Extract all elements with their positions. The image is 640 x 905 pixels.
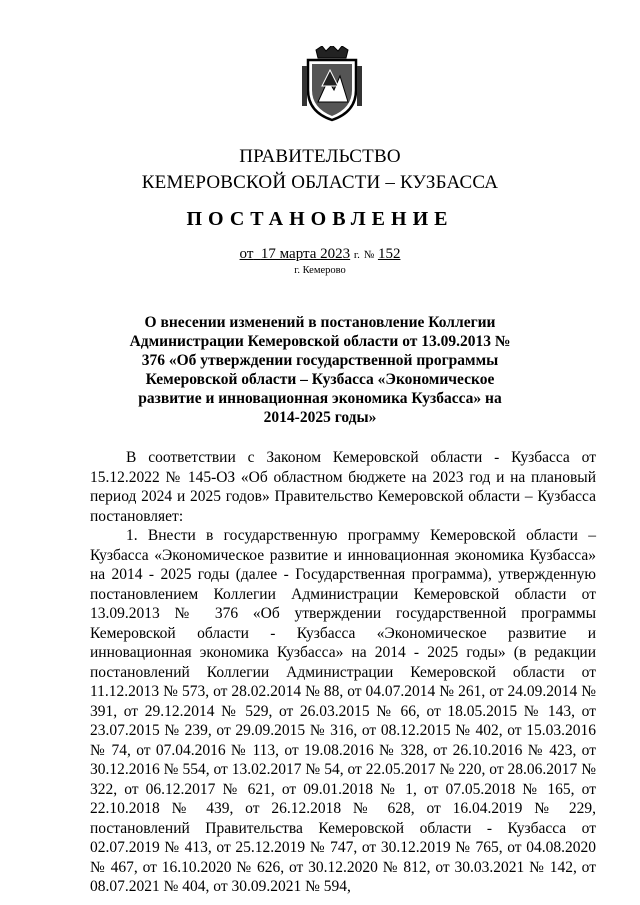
government-name-line2: КЕМЕРОВСКОЙ ОБЛАСТИ – КУЗБАССА [141, 172, 499, 193]
document-city: г. Кемерово [294, 265, 346, 276]
date-prefix: от [239, 246, 254, 262]
document-date-line [0, 246, 640, 263]
year-abbr: г. [353, 249, 360, 261]
coat-of-arms-emblem [300, 46, 364, 122]
document-body [90, 448, 596, 897]
item-1-paragraph: 1. Внести в государственную программу Кемеровской области – Кузбасса «Экономическое развитие и инновационная экономика Кузбасса» на 2014 - 2025 годы (далее - Государственная программа), утвержденную постановлением Коллегии Администрации Кемеровской области от 13.09.2013 № 376 «Об утверждении государственной программы Кемеровской области - Кузбасса «Экономическое развитие и инновационная экономика Кузбасса» на 2014 - 2025 годы» (в редакции постановлений Коллегии Администрации Кемеровской области от 11.12.2013 № 573, от 28.02.2014 № 88, от 04.07.2014 № 261, от 24.09.2014 № 391, от 29.12.2014 № 529, от 26.03.2015 № 66, от 18.05.2015 № 143, от 23.07.2015 № 239, от 29.09.2015 № 316, от 08.12.2015 № 402, от 15.03.2016 № 74, от 07.04.2016 № 113, от 19.08.2016 № 328, от 26.10.2016 № 423, от 30.12.2016 № 554, от 13.02.2017 № 54, от 22.05.2017 № 220, от 28.06.2017 № 322, от 06.12.2017 № 621, от 09.01.2018 № 1, от 07.05.2018 № 165, от 22.10.2018 № 439, от 26.12.2018 № 628, от 16.04.2019 № 229, постановлений Правительства Кемеровской области - Кузбасса от 02.07.2019 № 413, от 25.12.2019 № 747, от 30.12.2019 № 765, от 04.08.2020 № 467, от 16.10.2020 № 626, от 30.12.2020 № 812, от 30.03.2021 № 142, от 08.07.2021 № 404, от 30.09.2021 № 594, [90, 527, 596, 895]
document-number: 152 [377, 246, 401, 262]
document-type-heading: ПОСТАНОВЛЕНИЕ [186, 208, 454, 230]
preamble-paragraph: В соответствии с Законом Кемеровской области - Кузбасса от 15.12.2022 № 145-ОЗ «Об областном бюджете на 2023 год и на плановый период 2024 и 2025 годов» Правительство Кемеровской области – Кузбасса постановляет: [90, 449, 596, 525]
government-name-line1: ПРАВИТЕЛЬСТВО [239, 146, 401, 167]
document-title: О внесении изменений в постановление Коллегии Администрации Кемеровской области от 13.09.2013 № 376 «Об утверждении государственной программы Кемеровской области – Кузбасса «Экономическое развитие и инновационная экономика Кузбасса» на 2014-2025 годы» [129, 314, 511, 426]
number-sign: № [363, 249, 375, 261]
document-date: 17 марта 2023 [260, 246, 351, 262]
